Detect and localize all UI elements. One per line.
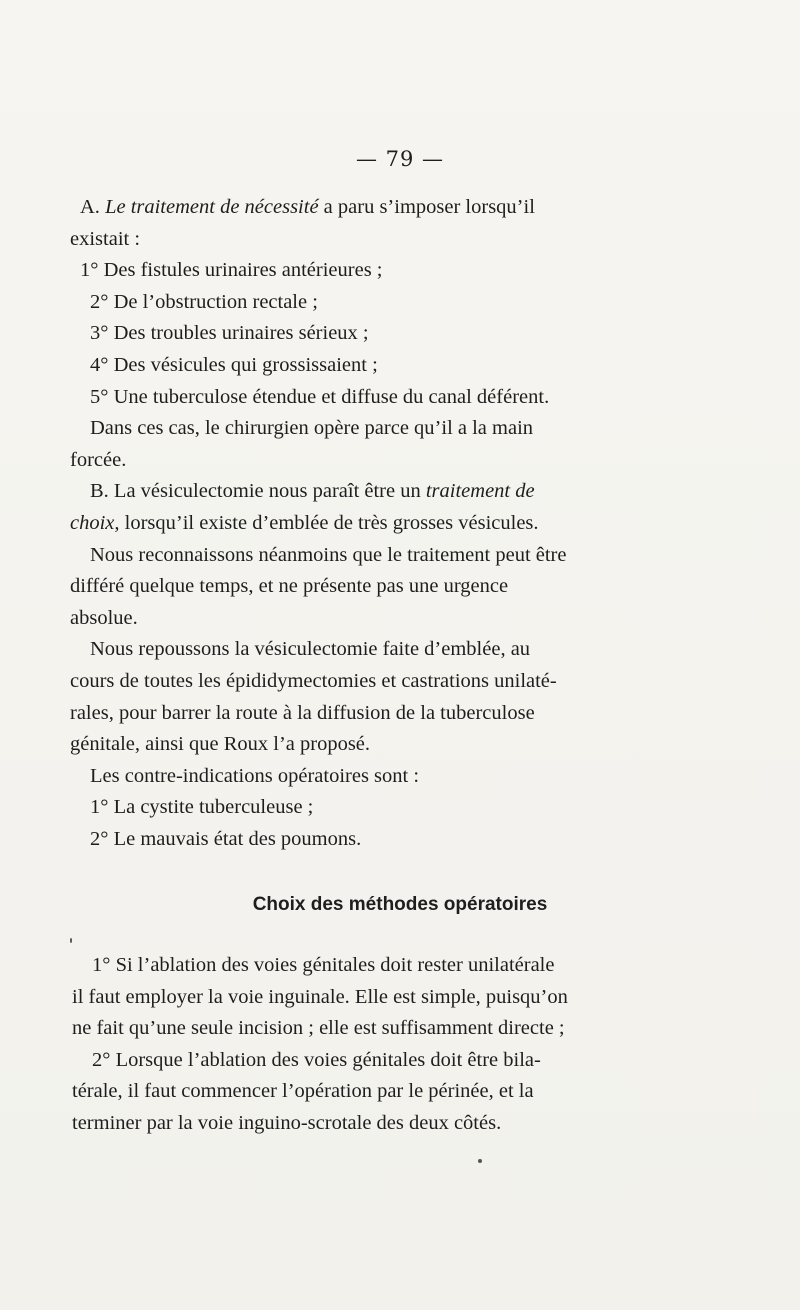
section-b-line bbox=[70, 476, 670, 508]
contra-intro: Les contre-indications opératoires sont : bbox=[90, 764, 420, 787]
section-b-italic: traitement de bbox=[425, 480, 535, 503]
section-a-item: 2° De l’obstruction rectale ; bbox=[90, 290, 318, 313]
section-a-italic: Le traitement de nécessité bbox=[105, 196, 319, 218]
methods-text-block bbox=[72, 950, 672, 1140]
section-a-item: 5° Une tuberculose étendue et diffuse du canal déférent. bbox=[90, 385, 550, 408]
section-a-lead-cont: existait : bbox=[70, 227, 141, 250]
section-a-rest: a paru s’imposer lorsqu’il bbox=[323, 196, 535, 218]
methods-line: térale, il faut commencer l’opération par le périnée, et la bbox=[72, 1080, 534, 1103]
main-text-block bbox=[70, 192, 670, 855]
methods-line: terminer par la voie inguino-scrotale des deux côtés. bbox=[72, 1111, 502, 1134]
section-a-item: 3° Des troubles urinaires sérieux ; bbox=[90, 322, 369, 345]
section-b-line bbox=[70, 508, 670, 540]
section-a-label: A. bbox=[80, 196, 100, 218]
ink-speck bbox=[478, 1159, 482, 1163]
methods-line: 1° Si l’ablation des voies génitales doit rester unilatérale bbox=[92, 954, 555, 976]
ink-speck bbox=[70, 938, 72, 943]
paragraph-line: rales, pour barrer la route à la diffusion de la tuberculose bbox=[70, 701, 535, 724]
methods-line: 2° Lorsque l’ablation des voies génitales doit être bila- bbox=[92, 1048, 541, 1071]
section-a-conclusion: Dans ces cas, le chirurgien opère parce qu’il a la main bbox=[90, 417, 534, 440]
methods-line: il faut employer la voie inguinale. Elle est simple, puisqu’on bbox=[72, 985, 568, 1008]
paragraph-line: génitale, ainsi que Roux l’a proposé. bbox=[70, 733, 371, 756]
section-b-rest: lorsqu’il existe d’emblée de très grosses vésicules. bbox=[124, 511, 539, 534]
methods-line: ne fait qu’une seule incision ; elle est suffisamment directe ; bbox=[72, 1017, 565, 1040]
section-a-item: 4° Des vésicules qui grossissaient ; bbox=[90, 353, 378, 376]
paragraph-line: cours de toutes les épididymectomies et castrations unilaté- bbox=[70, 669, 557, 692]
section-a-lead bbox=[70, 192, 670, 224]
section-b-text: B. La vésiculectomie nous paraît être un bbox=[90, 480, 421, 503]
section-a-conclusion-end: forcée. bbox=[70, 448, 127, 471]
section-b-italic-choix: choix, bbox=[70, 511, 120, 534]
paragraph-line: absolue. bbox=[70, 606, 138, 629]
section-heading: Choix des méthodes opératoires bbox=[252, 894, 548, 915]
paragraph-line: différé quelque temps, et ne présente pas une urgence bbox=[70, 575, 509, 598]
contra-item: 2° Le mauvais état des poumons. bbox=[90, 827, 362, 850]
contra-item: 1° La cystite tuberculeuse ; bbox=[90, 796, 314, 819]
section-a-item: 1° Des fistules urinaires antérieures ; bbox=[80, 259, 383, 282]
paragraph-line: Nous repoussons la vésiculectomie faite d’emblée, au bbox=[90, 638, 531, 661]
page-number: — 79 — bbox=[355, 147, 445, 171]
paragraph-line: Nous reconnaissons néanmoins que le traitement peut être bbox=[90, 543, 567, 566]
